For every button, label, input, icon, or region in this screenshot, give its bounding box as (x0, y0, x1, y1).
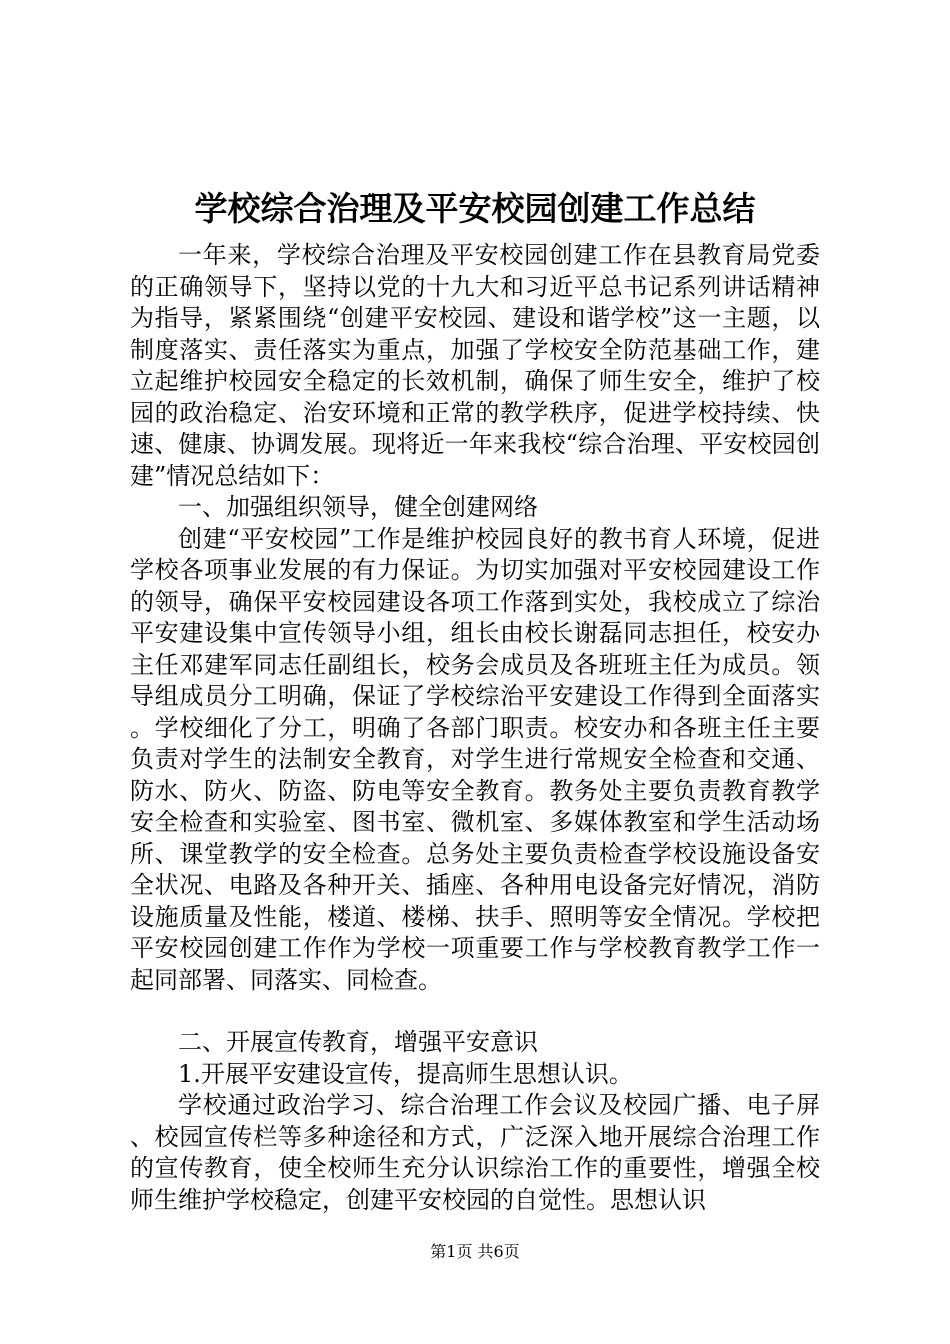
page-footer: 第1页 共6页 (430, 1242, 520, 1261)
section-heading-2: 二、开展宣传教育，增强平安意识 (178, 1028, 538, 1056)
section-heading-1: 一、加强组织领导，健全创建网络 (178, 493, 538, 521)
subsection-heading-2-1: 1.开展平安建设宣传，提高师生思想认识。 (178, 1059, 633, 1088)
paragraph-intro: 一年来，学校综合治理及平安校园创建工作在县教育局党委的正确领导下，坚持以党的十九大和习近平总书记系列讲话精神为指导，紧紧围绕“创建平安校园、建设和谐学校”这一主题，以制度落实、责任落实为重点，加强了学校安全防范基础工作，建立起维护校园安全稳定的长效机制，确保了师生安全，维护了校园的政治稳定、治安环境和正常的教学秩序，促进学校持续、快速、健康、协调发展。现将近一年来我校“综合治理、平安校园创建”情况总结如下： (130, 241, 820, 490)
paragraph-section-1: 创建“平安校园”工作是维护校园良好的教书育人环境，促进学校各项事业发展的有力保证。为切实加强对平安校园建设工作的领导，确保平安校园建设各项工作落到实处，我校成立了综治平安建设集中宣传领导小组，组长由校长谢磊同志担任，校安办主任邓建军同志任副组长，校务会成员及各班班主任为成员。领导组成员分工明确，保证了学校综治平安建设工作得到全面落实。学校细化了分工，明确了各部门职责。校安办和各班主任主要负责对学生的法制安全教育，对学生进行常规安全检查和交通、防水、防火、防盗、防电等安全教育。教务处主要负责教育教学安全检查和实验室、图书室、微机室、多媒体教室和学生活动场所、课堂教学的安全检查。总务处主要负责检查学校设施设备安全状况、电路及各种开关、插座、各种用电设备完好情况，消防设施质量及性能，楼道、楼梯、扶手、照明等安全情况。学校把平安校园创建工作作为学校一项重要工作与学校教育教学工作一起同部署、同落实、同检查。 (130, 524, 820, 994)
document-title: 学校综合治理及平安校园创建工作总结 (194, 189, 756, 228)
paragraph-section-2-1: 学校通过政治学习、综合治理工作会议及校园广播、电子屏、校园宣传栏等多种途径和方式，广泛深入地开展综合治理工作的宣传教育，使全校师生充分认识综治工作的重要性，增强全校师生维护学校稳定，创建平安校园的自觉性。思想认识 (130, 1091, 820, 1214)
document-body (130, 240, 820, 1216)
